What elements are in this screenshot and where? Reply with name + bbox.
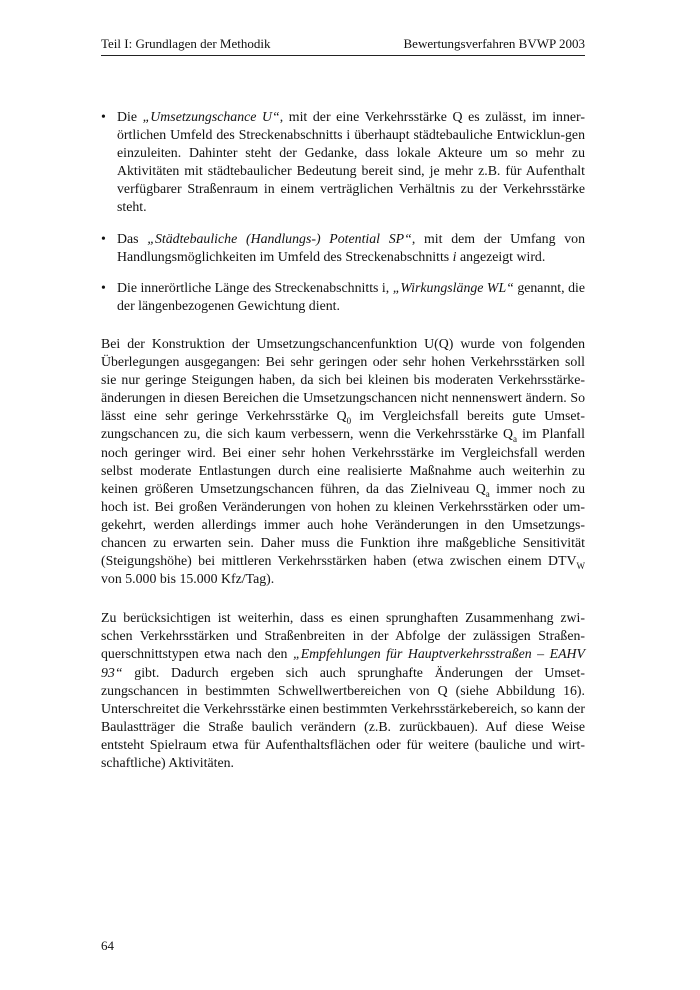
term-wirkungslaenge: „Wirkungslänge WL“ — [392, 279, 514, 295]
paragraph-construction: Bei der Konstruktion der Umsetzungschancenfunktion U(Q) wurde von folgenden Überlegungen ausgegangen: Bei sehr geringen oder sehr hohen Verkehrsstärken soll sie nur geringe Steigungen haben, da sich bei kleinen bis moderaten Verkehrsstärke-änderungen in diesen Bereichen die Umsetzungschancen nicht nennenswert ändern. So lässt eine sehr geringe Verkehrsstärke $Q_0$ im Vergleichsfall bereits gute Umset-zungschancen zu, die sich kaum verbessern, wenn die Verkehrsstärke $Q_a$ im Planfall noch geringer wird. Bei einer sehr hohen Verkehrsstärke im Vergleichsfall werden selbst moderate Entlastungen durch eine realisierte Maßnahme auch weiterhin zu keinen größeren Umsetzungschancen führen, da das Zielniveau $Q_a$ immer noch zu hoch ist. Bei großen Veränderungen von hohen zu kleinen Verkehrsstärken oder um-gekehrt, werden allerdings immer auch hohe Veränderungen in den Umsetzungs-chancen zu erwarten sein. Daher muss die Funktion ihre maßgebliche Sensitivität (Steigungshöhe) bei mittleren Verkehrsstärken haben (etwa zwischen einem $DTV_W$ von 5.000 bis 15.000 Kfz/Tag). — [101, 335, 586, 587]
list-item-potential: • Das „Städtebauliche (Handlungs-) Potential SP“, mit dem der Umfang von Handlungsmöglichkeiten im Umfeld des Streckenabschnitts i angezeigt wird. — [101, 230, 585, 266]
page-header — [101, 36, 585, 56]
list-item-umsetzungschance: • Die „Umsetzungschance U“, mit der eine Verkehrsstärke Q es zulässt, im inner-örtlichen Umfeld des Streckenabschnitts i überhaupt städtebauliche Entwicklun-gen einzuleiten. Dahinter steht der Gedanke, dass lokale Akteure um so mehr zu Aktivitäten mit städtebaulicher Bedeutung bereit sind, je mehr z.B. für Aufenthalt verfügbarer Straßenraum in einem verträglichen Verhältnis zu der Verkehrsstärke steht. — [101, 108, 585, 217]
page-body — [101, 108, 585, 772]
term-eahv: „Empfehlungen für Hauptverkehrsstraßen – EAHV 93“ — [101, 646, 585, 680]
page-number: 64 — [101, 938, 114, 953]
paragraph-thresholds: Zu berücksichtigen ist weiterhin, dass es einen sprunghaften Zusammenhang zwi-schen Verkehrsstärken und Straßenbreiten in der Abfolge der zulässigen Straßen-querschnittstypen etwa nach den „Empfehlungen für Hauptverkehrsstraßen – EAHV 93“ gibt. Dadurch ergeben sich auch sprunghafte Änderungen der Umset-zungschancen in bestimmten Schwellwertbereichen von Q (siehe Abbildung 16). Unterschreitet die Verkehrsstärke einen bestimmten Verkehrsstärkebereich, so kann der Baulastträger die Straße baulich verändern (z.B. zurückbauen). Auf diese Weise entsteht Spielraum etwa für Aufenthaltsflächen oder für weitere (bauliche und wirt-schaftliche) Aktivitäten. — [101, 610, 585, 770]
term-potential: „Städtebauliche (Handlungs-) Potential SP“ — [147, 230, 412, 246]
criteria-list — [101, 108, 585, 315]
header-document-title: Bewertungsverfahren BVWP 2003 — [403, 36, 585, 51]
term-umsetzungschance: „Umsetzungschance U“ — [142, 109, 280, 124]
list-item-wirkungslaenge: • Die innerörtliche Länge des Streckenabschnitts i, „Wirkungslänge WL“ genannt, die der längenbezogenen Gewichtung dient. — [101, 279, 585, 315]
header-section-title: Teil I: Grundlagen der Methodik — [101, 36, 271, 51]
